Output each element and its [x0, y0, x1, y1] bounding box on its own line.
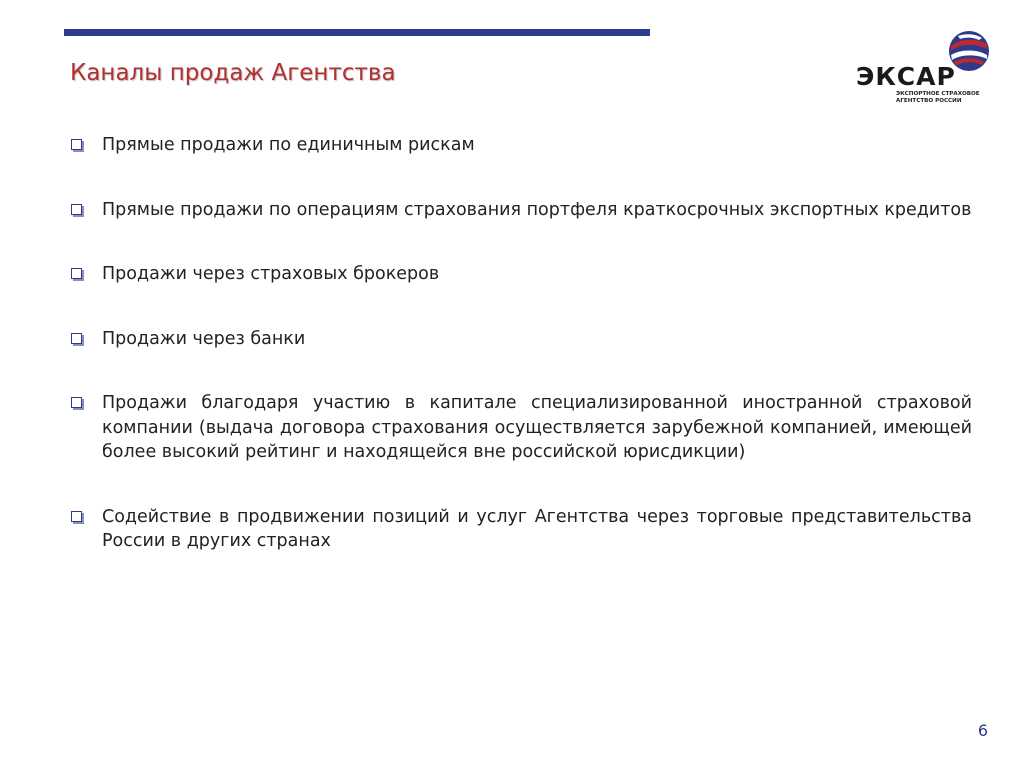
list-item-text: Продажи через страховых брокеров: [102, 264, 440, 284]
checkbox-square-icon: [71, 397, 82, 408]
logo-subtitle: ЭКСПОРТНОЕ СТРАХОВОЕ АГЕНТСТВО РОССИИ: [896, 91, 980, 104]
list-item: [70, 505, 972, 554]
list-item-text: Продажи через банки: [102, 328, 306, 349]
list-item: [70, 198, 972, 223]
list-item: [70, 262, 972, 287]
page-number: 6: [977, 721, 988, 740]
list-item-text: Прямые продажи по операциям страхования портфеля краткосрочных экспортных кредитов: [102, 199, 972, 220]
title-accent-bar: [64, 29, 650, 36]
list-item: [70, 133, 972, 158]
sales-channels-list: [70, 133, 972, 554]
logo-wordmark: ЭКСАР: [856, 62, 956, 91]
list-item: [70, 391, 972, 465]
checkbox-square-icon: [71, 511, 82, 522]
list-item-text: Содействие в продвижении позиций и услуг Агентства через торговые представительства России в других странах: [102, 506, 972, 551]
exar-logo: [856, 28, 996, 116]
list-item: [70, 327, 972, 352]
checkbox-square-icon: [71, 268, 82, 279]
checkbox-square-icon: [71, 333, 82, 344]
checkbox-square-icon: [71, 139, 82, 150]
list-item-text: Продажи благодаря участию в капитале специализированной иностранной страховой компании (выдача договора страхования осуществляется зарубежной компанией, имеющей более высокий рейтинг и находящейся вне российской юрисдикции): [102, 393, 972, 462]
slide-title: Каналы продаж Агентства: [70, 60, 396, 86]
checkbox-square-icon: [71, 204, 82, 215]
list-item-text: Прямые продажи по единичным рискам: [102, 135, 475, 155]
